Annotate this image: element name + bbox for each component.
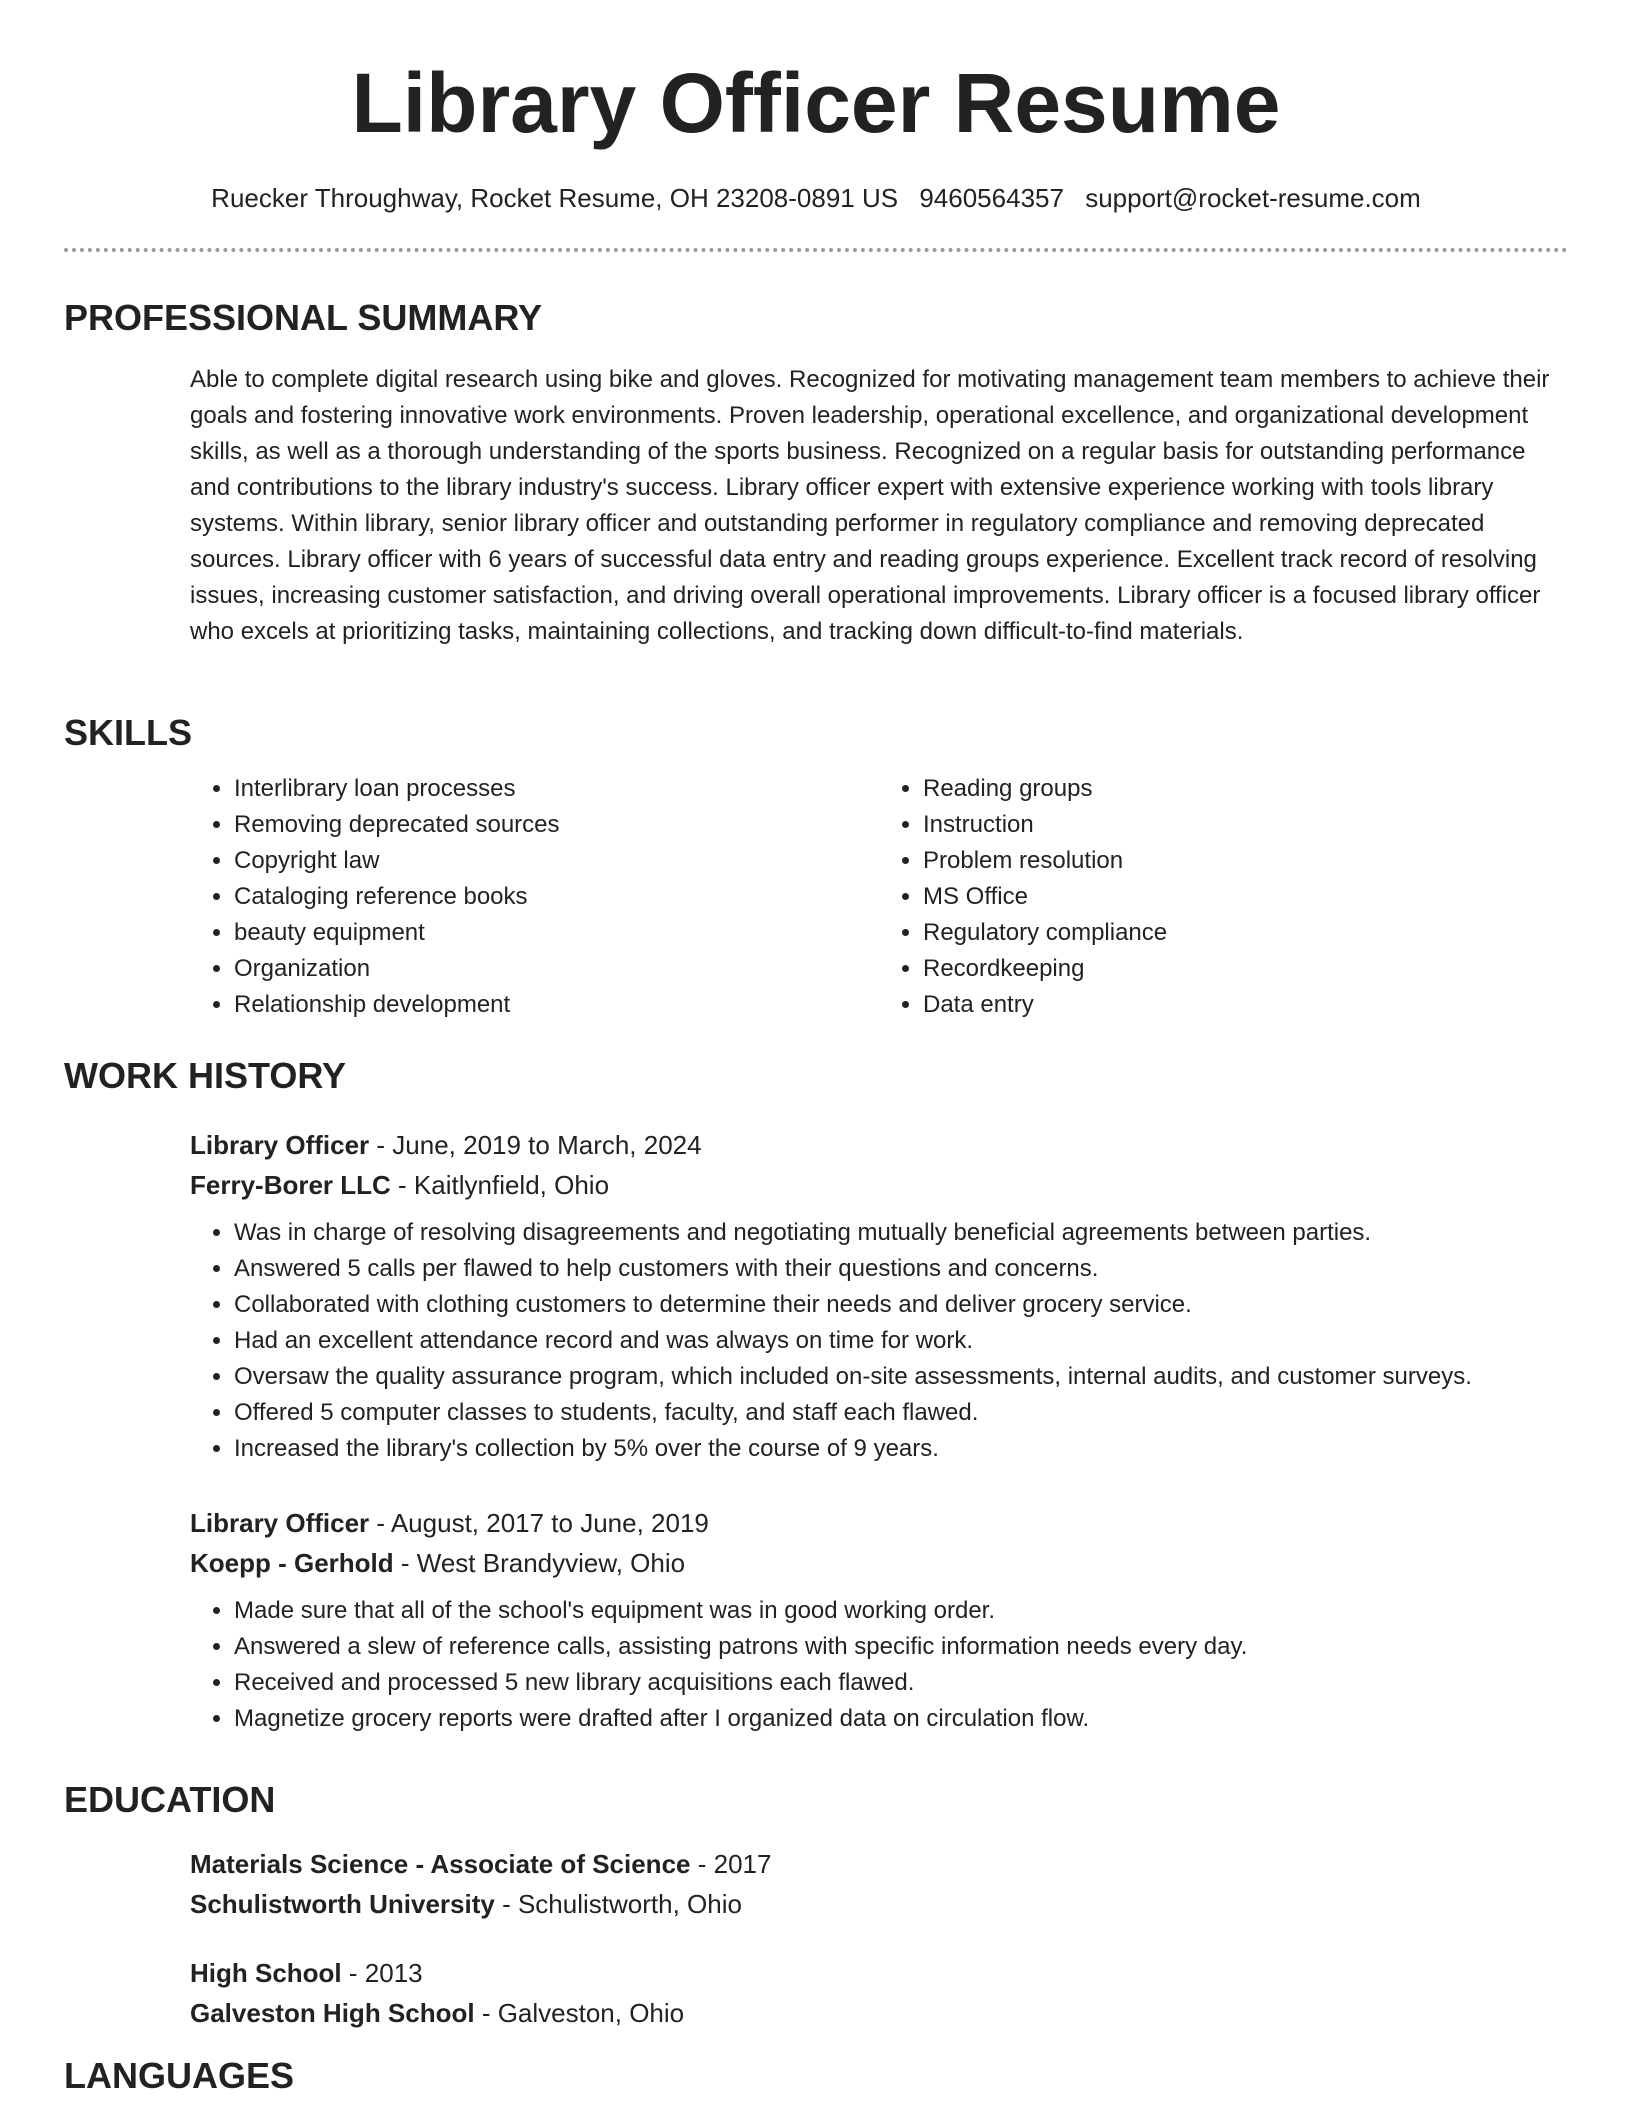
job-dates: - June, 2019 to March, 2024 [369,1130,702,1160]
job-bullet: • Increased the library's collection by 5% over the course of 9 years. [234,1431,1632,1467]
job-bullet: • Had an excellent attendance record and was always on time for work. [234,1323,1632,1359]
skill-item: • Problem resolution [923,843,1568,879]
contact-address: Ruecker Throughway, Rocket Resume, OH 23208-0891 US [211,183,899,213]
job-bullet: • Oversaw the quality assurance program, which included on-site assessments, internal audits, and customer surveys. [234,1359,1632,1395]
job-bullets [190,1593,1632,1737]
section-heading-summary: PROFESSIONAL SUMMARY [64,297,543,338]
education-degree-line [190,1844,1632,1884]
skill-item: • Copyright law [234,843,879,879]
skill-item: • beauty equipment [234,915,879,951]
contact-phone: 9460564357 [919,183,1064,213]
skill-item: • Interlibrary loan processes [234,771,879,807]
job-bullet: • Magnetize grocery reports were drafted after I organized data on circulation flow. [234,1701,1632,1737]
section-heading-education: EDUCATION [64,1779,276,1820]
education-entry [190,1844,1632,1924]
section-heading-skills: SKILLS [64,712,193,753]
job-bullet: • Answered 5 calls per flawed to help customers with their questions and concerns. [234,1251,1632,1287]
education-school-line [190,1884,1632,1924]
skill-item: • Regulatory compliance [923,915,1568,951]
job-entry [190,1503,1632,1737]
job-company: Koepp - Gerhold [190,1548,394,1578]
work-section [64,1054,1568,1098]
skill-item: • Reading groups [923,771,1568,807]
section-heading-work: WORK HISTORY [64,1055,347,1096]
job-title-line [190,1125,1632,1165]
education-section [64,1778,1568,1822]
languages-section [64,2054,1568,2098]
job-title-line [190,1503,1632,1543]
job-bullets [190,1215,1632,1467]
job-location: - Kaitlynfield, Ohio [390,1170,610,1200]
job-title: Library Officer [190,1508,370,1538]
summary-section [64,296,1568,650]
skill-item: • Data entry [923,987,1568,1023]
job-entry [190,1125,1632,1467]
job-bullet: • Received and processed 5 new library acquisitions each flawed. [234,1665,1632,1701]
job-bullet: • Made sure that all of the school's equipment was in good working order. [234,1593,1632,1629]
job-dates: - August, 2017 to June, 2019 [369,1508,709,1538]
section-heading-languages: LANGUAGES [64,2055,295,2096]
skill-item: • MS Office [923,879,1568,915]
education-year: - 2013 [341,1958,423,1988]
skill-item: • Recordkeeping [923,951,1568,987]
education-school-line [190,1993,1632,2033]
education-location: - Schulistworth, Ohio [494,1889,742,1919]
resume-page [64,0,1568,2096]
skill-item: • Cataloging reference books [234,879,879,915]
skill-item: • Removing deprecated sources [234,807,879,843]
contact-email: support@rocket-resume.com [1085,183,1421,213]
job-company: Ferry-Borer LLC [190,1170,391,1200]
skills-list-left [190,771,879,1023]
job-bullet: • Offered 5 computer classes to students, faculty, and staff each flawed. [234,1395,1632,1431]
education-school: Schulistworth University [190,1889,495,1919]
job-title: Library Officer [190,1130,370,1160]
job-bullet: • Was in charge of resolving disagreements and negotiating mutually beneficial agreements between parties. [234,1215,1632,1251]
skills-columns [190,771,1568,1023]
skill-item: • Relationship development [234,987,879,1023]
job-company-line [190,1543,1632,1583]
skill-item: • Instruction [923,807,1568,843]
skill-item: • Organization [234,951,879,987]
education-degree-line [190,1953,1632,1993]
job-company-line [190,1165,1632,1205]
skills-section [64,711,1568,1023]
job-bullet: • Answered a slew of reference calls, assisting patrons with specific information needs every day. [234,1629,1632,1665]
education-location: - Galveston, Ohio [474,1998,685,2028]
job-bullet: • Collaborated with clothing customers to determine their needs and deliver grocery service. [234,1287,1632,1323]
education-year: - 2017 [690,1849,772,1879]
education-degree: Materials Science - Associate of Science [190,1849,691,1879]
education-entry [190,1953,1632,2033]
summary-text: Able to complete digital research using bike and gloves. Recognized for motivating management team members to achieve their goals and fostering innovative work environments. Proven leadership, operational excellence, and organizational development skills, as well as a thorough understanding of the sports business. Recognized on a regular basis for outstanding performance and contributions to the library industry's success. Library officer expert with extensive experience working with tools library systems. Within library, senior library officer and outstanding performer in regulatory compliance and removing deprecated sources. Library officer with 6 years of successful data entry and reading groups experience. Excellent track record of resolving issues, increasing customer satisfaction, and driving overall operational improvements. Library officer is a focused library officer who excels at prioritizing tasks, maintaining collections, and tracking down difficult-to-find materials. [190,366,1550,645]
job-location: - West Brandyview, Ohio [393,1548,686,1578]
resume-title: Library Officer Resume [351,56,1281,150]
education-school: Galveston High School [190,1998,475,2028]
skills-list-right [879,771,1568,1023]
contact-line [64,182,1568,214]
header-divider [64,248,1568,252]
education-degree: High School [190,1958,342,1988]
